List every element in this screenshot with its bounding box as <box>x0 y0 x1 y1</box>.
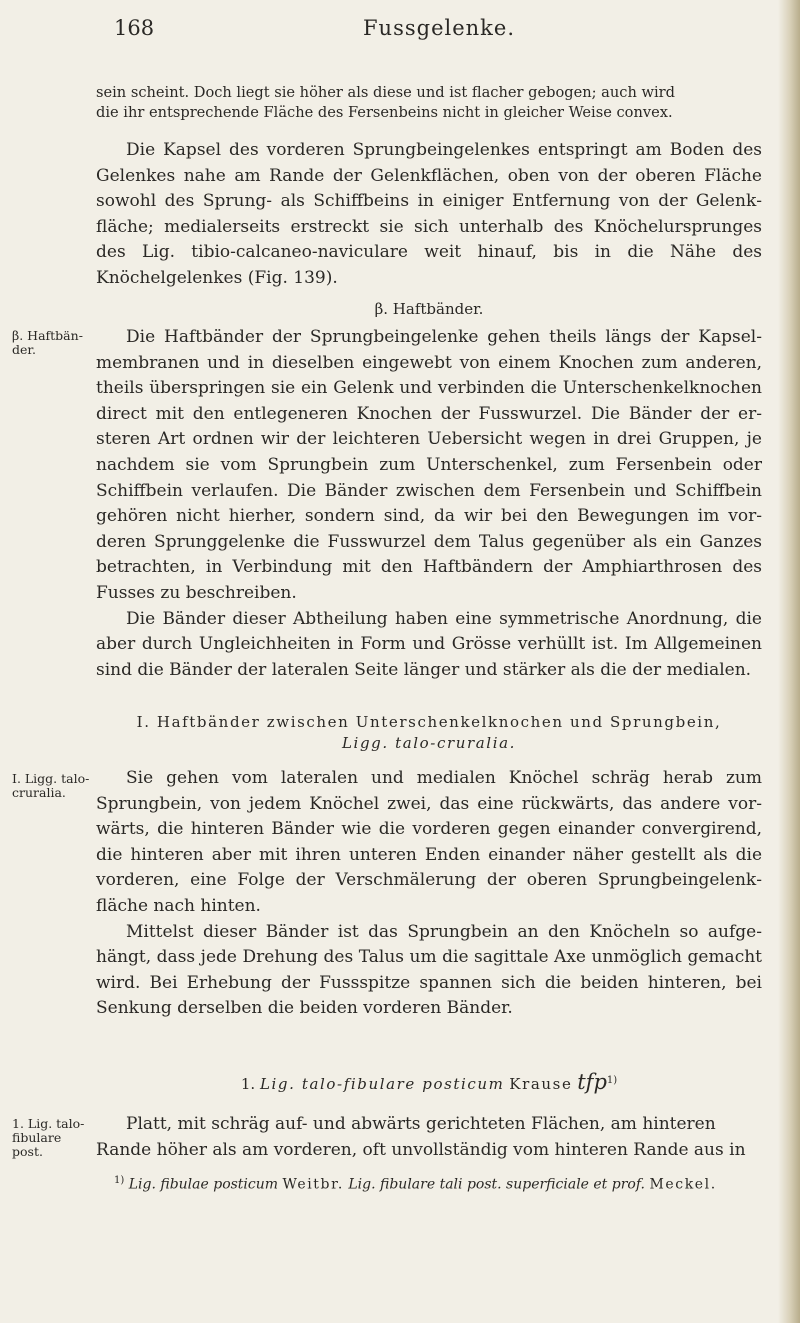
footnote-author-1: Weitbr. <box>282 1176 344 1193</box>
section-beta-body <box>96 325 762 683</box>
paragraph-haftbaender-1: Die Haftbänder der Sprungbeingelenke gehen theils längs der Kapselmembranen und in dieselben eingewebt von einem Knochen zum anderen, theils überspringen sie ein Gelenk und verbinden die Unterschenkelknochen direct mit den entlegeneren Knochen der Fusswurzel. Die Bänder der ersteren Art ordnen wir der leichteren Uebersicht wegen in drei Gruppen, je nachdem sie vom Sprungbein zum Unterschenkel, zum Fersenbein oder Schiffbein verlaufen. Die Bänder zwischen dem Fersenbein und Schiffbein gehören nicht hierher, sondern sind, da wir bei den Bewegungen im vorderen Sprunggelenke die Fusswurzel dem Talus gegenüber als ein Ganzes betrachten, in Verbindung mit den Haftbändern der Amphiarthrosen des Fusses zu beschreiben. <box>96 327 762 603</box>
running-title: Fussgelenke. <box>362 16 516 40</box>
footnote-term-1: Lig. fibulae posticum <box>128 1176 279 1193</box>
footnote-author-2: Meckel. <box>649 1176 717 1193</box>
page-edge <box>778 0 800 1323</box>
footnote-marker: 1) <box>114 1175 125 1186</box>
subsection-number: 1. <box>240 1075 256 1093</box>
footnote-ref: 1) <box>606 1075 618 1086</box>
subsection-line-1: Platt, mit schräg auf- und abwärts gerichteten Flächen, am hinteren <box>126 1114 716 1134</box>
paragraph-kapsel: Die Kapsel des vorderen Sprungbeingelenkes entspringt am Boden des Gelenkes nahe am Rande der Gelenkflächen, oben von der oberen Fläche sowohl des Sprung- als Schiffbeins in einiger Entfernung von der Gelenkfläche; medialerseits erstreckt sie sich unterhalb des Knöchelursprunges des Lig. tibio-calcaneo-naviculare weit hinauf, bis in die Nähe des Knöchelgelenkes (Fig. 139). <box>96 140 762 288</box>
heading-section-I: I. Haftbänder zwischen Unterschenkelknochen und Sprungbein, <box>136 713 722 731</box>
heading-subsection-1 <box>96 1070 762 1094</box>
intro-line-2: die ihr entsprechende Fläche des Fersenbeins nicht in gleicher Weise convex. <box>96 103 673 121</box>
margin-note-section-I: I. Ligg. talo-cruralia. <box>12 771 90 800</box>
paragraph-talo-cruralia-1: Sie gehen vom lateralen und medialen Knöchel schräg herab zum Sprungbein, von jedem Knöchel zwei, das eine rückwärts, das andere vorwärts, die hinteren Bänder wie die vorderen gegen einander convergirend, die hinteren aber mit ihren unteren Enden einander näher gestellt als die vorderen, eine Folge der Verschmälerung der oberen Sprungbeingelenkfläche nach hinten. <box>96 768 762 916</box>
paragraph-haftbaender-2: Die Bänder dieser Abtheilung haben eine symmetrische Anordnung, die aber durch Ungleichheiten in Form und Grösse verhüllt ist. Im Allgemeinen sind die Bänder der lateralen Seite länger und stärker als die der medialen. <box>96 608 762 680</box>
subsection-author: Krause <box>509 1075 573 1093</box>
margin-note-subsection-1: 1. Lig. talofibulare post. <box>12 1116 85 1159</box>
subsection-line-2: Rande höher als am vorderen, oft unvollständig vom hinteren Rande aus in <box>96 1139 746 1160</box>
subsection-abbrev: tfp <box>577 1070 607 1094</box>
page-number: 168 <box>114 16 155 40</box>
page-header <box>114 16 764 52</box>
heading-beta: β. Haftbänder. <box>374 300 484 318</box>
footnote-term-2: Lig. fibulare tali post. superficiale et prof. <box>348 1176 645 1193</box>
subsection-1-body <box>96 1112 762 1163</box>
heading-section-I-latin: Ligg. talo-cruralia. <box>341 734 517 752</box>
section-I-body <box>96 766 762 1022</box>
intro-paragraph <box>96 83 762 123</box>
margin-note-beta: β. Haftbänder. <box>12 328 83 357</box>
footnote <box>114 1175 764 1193</box>
paragraph-talo-cruralia-2: Mittelst dieser Bänder ist das Sprungbein an den Knöcheln so aufgehängt, dass jede Drehung des Talus um die sagittale Axe unmöglich gemacht wird. Bei Erhebung der Fussspitze spannen sich die beiden hinteren, bei Senkung derselben die beiden vorderen Bänder. <box>96 921 762 1019</box>
subsection-latin-name: Lig. talo-fibulare posticum <box>259 1075 505 1093</box>
intro-line-1: sein scheint. Doch liegt sie höher als diese und ist flacher gebogen; auch wird <box>96 84 675 101</box>
